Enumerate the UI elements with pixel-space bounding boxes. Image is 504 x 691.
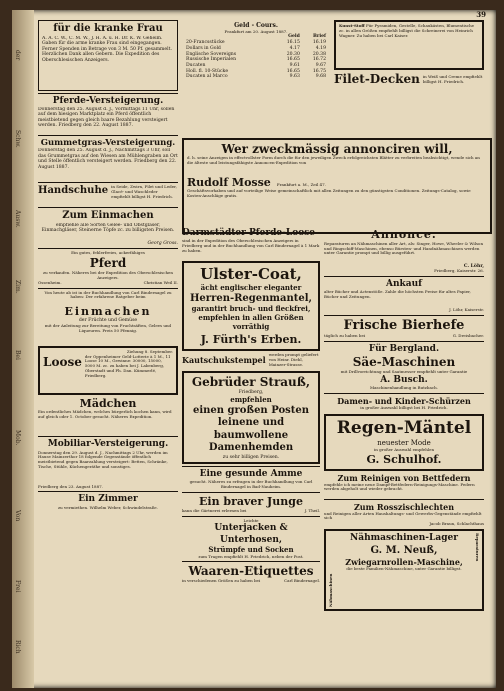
gutter-text: Rich: [14, 640, 21, 654]
ad-title: Pferde-Versteigerung.: [52, 95, 164, 106]
divider: [324, 276, 484, 277]
ad-title: Loose: [43, 354, 82, 369]
exchange-table: [182, 20, 330, 82]
cell: 20.30: [286, 51, 300, 57]
cell: 16.72: [312, 57, 326, 63]
gutter-text: Schw.: [14, 130, 21, 148]
cell: 16.75: [312, 68, 326, 74]
ad-heading: Ziehung 8. September.: [126, 348, 173, 354]
ad-side-text: Reparaturen: [475, 533, 480, 562]
header-cell: Brief: [313, 34, 326, 40]
ad-body: mit Drillvorrichtung und Saatmesser empfiehlt unter Garantie: [340, 369, 468, 375]
ad-body: in großer Auswahl empfehlen: [373, 447, 435, 453]
cell: 9.67: [315, 62, 326, 68]
ad-address: Frankfurt a. M., Zeil 47.: [276, 182, 326, 187]
column-3-lower: [324, 228, 484, 613]
ad-ulster: [182, 261, 320, 351]
ad-footer: Geschäftsvorhaben und auf vorteilige Weise gemeinschaftlich mit allen Zeitungen zu den günstigsten Conditionen. Zeitungs-Catalog, sowie Kosten-Anschläge gratis.: [187, 189, 471, 198]
gutter-text: Bei: [14, 350, 21, 360]
ad-signature: G. Dreisbacher.: [452, 333, 484, 339]
ad-signature: Georg Gross.: [147, 240, 178, 246]
ad-title: Gummetgras-Versteigerung.: [40, 137, 176, 148]
divider: [38, 288, 178, 289]
ad-subtitle: Zwiegarnrollen-Maschine,: [345, 557, 463, 568]
ad-signature: Jacob Braun, Schlachthaus: [429, 520, 484, 526]
ad-title: Mädchen: [79, 396, 137, 410]
ad-title: Ulster-Coat,: [200, 265, 302, 284]
column-1: [38, 18, 178, 510]
ad-signature: C. Löhr,: [463, 263, 484, 269]
ad-body: Damenhemden: [208, 442, 294, 454]
divider: [38, 207, 178, 208]
ad-pretitle: Leichte: [243, 517, 259, 523]
gutter-text: Frei: [14, 580, 21, 593]
ad-regen-maentel: [324, 414, 484, 471]
ad-body: sind in der Expedition des Oberschlesischen Anzeigers in Friedberg und in der Buchhandlung von Carl Bindernagel à 1 Mark zu haben.: [182, 239, 320, 253]
ad-body: garantirt bruch- und fleckfrei, empfehlen in allen Größen vorräthig: [191, 305, 311, 331]
cell: 4.17: [289, 45, 300, 51]
cell: Holl. fl. 10-Stücke: [186, 68, 229, 74]
ad-body: in großer Auswahl billigst bei H. Friedrich.: [360, 405, 448, 411]
ad-title: Filet-Decken: [334, 72, 420, 86]
cell: 9.63: [289, 74, 300, 80]
ad-title: Pferd: [89, 256, 127, 271]
ad-title: Ankauf: [385, 279, 422, 290]
ad-title: Handschuhe: [38, 185, 109, 197]
ad-title: Frische Bierhefe: [343, 318, 465, 334]
ad-body: zu vermiethen. Wilhelm Weber, Schwindelstraße.: [58, 504, 158, 510]
ad-body: zu sehr billigen Preisen.: [222, 454, 280, 460]
ad-text: Für Pyramiden, Gestelle, Schaukästen, Blumentische zc. in allen Größen empfiehlt billigst die Schreinerei von Heinrich Wagner. Zu haben bei Carl Kaiser.: [339, 24, 475, 38]
cell: Dollars in Gold: [186, 45, 221, 51]
cell: Englische Sovereigns: [186, 51, 237, 57]
binding-gutter: [12, 10, 34, 688]
divider: [38, 182, 178, 183]
ad-address: Friedberg, Kaiserstr. 26.: [434, 268, 484, 274]
divider: [324, 315, 484, 316]
ad-body: leinene und baumwollene: [213, 417, 289, 441]
ad-signature: G. Schulhof.: [366, 452, 442, 466]
ad-body: neuester Mode: [377, 439, 431, 448]
divider: [38, 436, 178, 437]
ad-body: [339, 24, 479, 66]
ad-title: Kunst-Stoff: [339, 24, 365, 28]
column-2: [182, 18, 330, 84]
divider: [324, 499, 484, 500]
cell: Ducaten: [186, 62, 206, 68]
ad-title: Ein Zimmer: [78, 494, 138, 505]
ad-title: Unterjacken & Unterhosen,: [214, 523, 288, 545]
ad-body: Donnerstag den 29. August d. J., Nachmittags 2 Uhr, werden im Hause Mainzerthor 18 folgende Gegenstände öffentlich meistbietend gegen Baarzahlung versteigert: Betten, Schränke, Tische, Stühle, Küchengeräthe und sonstiges.: [38, 450, 168, 469]
ad-kranke-frau: [38, 20, 178, 91]
divider: [38, 248, 178, 249]
ad-address: Maschinenhandlung in Butzbach.: [370, 385, 438, 391]
gutter-text: Mob.: [14, 430, 21, 446]
ad-signature: J. Theil.: [304, 507, 320, 513]
ad-body: werden prompt geliefert von Heinr. Diehl, Mainzer-Strasse.: [268, 352, 319, 367]
ad-body: kann die Gärtnerei erlernen bei: [182, 507, 247, 513]
ad-body: d. h. seine Anzeigen in effectvollster Form durch die für den jeweiligen Zweck erfolgreichsten Blätter zu verbreiten beabsichtigt, wende sich an die älteste und leistungsfähigste Annoncen-Expedition von: [187, 156, 480, 165]
divider: [38, 93, 178, 94]
table-date: Frankfurt am 20. August 1887.: [224, 28, 288, 34]
ad-signature: Friedberg den 23. August 1887.: [38, 483, 103, 489]
ad-subtitle: Herren-Regenmantel,: [189, 292, 313, 304]
ad-body: Ein gutes, fehlerfreies, ackerfähiges: [71, 250, 145, 256]
newspaper-page: [12, 10, 496, 688]
ad-title: Zum Rosszischlechten: [353, 501, 455, 512]
ad-body: die beste Familien-Nähmaschine, unter Garantie billigst.: [346, 567, 462, 572]
cell: 9.68: [315, 74, 326, 80]
ad-body: einen großen Posten: [193, 404, 309, 416]
ad-gebr-strauss: [182, 371, 320, 464]
ad-title: Waaren-Etiquettes: [188, 564, 314, 579]
ad-body: A. A. C. W., C. M. W., J. H. A. u. H. Dr. K. W. Geheim. Gaben für die arme kranke Frau sind eingegangen. Ferner Spenden im Betrage von 3 M. 50 Pf. gesammelt. Herzlichen Dank allen Gebern. Die Expedition des Oberschlesischen Anzeigers.: [42, 35, 172, 63]
ad-body: zu verkaufen. Näheres bei der Expedition des Oberschlesischen Anzeigers.: [43, 270, 173, 280]
ad-title: Zum Einmachen: [62, 210, 154, 222]
cell: 9.61: [289, 62, 300, 68]
divider: [182, 516, 320, 517]
page-number: 39: [476, 10, 486, 19]
ad-title: Wer zweckmässig annonciren will,: [221, 142, 453, 156]
ad-place: Ossenheim.: [38, 279, 62, 285]
cell: 16.15: [286, 40, 300, 46]
ad-naehmaschinen: [324, 529, 484, 611]
ad-body: mit der Anleitung zur Bereitung von Fruchtsäften, Gelees und Liqueuren. Preis 50 Pfennig.: [44, 323, 172, 333]
gutter-text: der: [14, 50, 21, 61]
ad-title: Regen-Mäntel: [336, 418, 472, 439]
gutter-text: Zim.: [14, 280, 21, 294]
ad-body: Donnerstag den 25. August d. J., Vormittags 11 Uhr, sollen auf dem hiesigen Marktplatz ein Pferd öffentlich meistbietend gegen gleich baare Bezahlung versteigert werden. Friedberg den 22. August 1887.: [38, 106, 175, 129]
cell: Ducaten al Marco: [186, 74, 228, 80]
cell: 20-Francsstücke: [186, 40, 225, 46]
ad-title: Darmstädter Pferde-Loose: [182, 228, 315, 238]
ad-body: ächt englischer eleganter: [200, 283, 302, 292]
column-2-lower: [182, 228, 320, 584]
ad-signature: J. Fürth's Erben.: [200, 333, 302, 347]
ad-body: und Reinigen aller Arten Haushaltungs- und Gewerbs-Gegenstände empfiehlt sich: [324, 511, 482, 521]
ad-body: Strümpfe und Socken: [208, 544, 294, 554]
rates-table: [185, 34, 327, 80]
divider: [324, 393, 484, 394]
ad-body: Reparaturen an Nähmaschinen aller Art, als: Singer, Howe, Wheeler & Wilson und Ringschiff-Maschinen, ebenso Bürsten- und Handnähmaschinen werden unter Garantie prompt und billig ausgeführt.: [324, 241, 484, 256]
ad-body: Ein ordentliches Mädchen, welches bürgerlich kochen kann, wird auf gleich oder 1. October gesucht. Näheres Expedition.: [38, 410, 172, 420]
ad-company: G. M. Neuß,: [370, 544, 438, 556]
gutter-text: Von: [14, 510, 21, 522]
ad-body: empfehlen: [230, 394, 272, 404]
ad-kunst-stoff: [334, 20, 484, 70]
ad-body: täglich zu haben bei: [324, 333, 366, 339]
ad-body: der Oppenheimer Geld-Lotterie à 1 M., 11 Loose 10 M., Gewinne: 30000, 15000, 5000 M. zc. zu haben bei J. Labenberg, Oberstadt und Ph. Dan. Kümmerlé, Friedberg.: [84, 354, 171, 378]
header-cell: Geld: [288, 34, 300, 40]
cell: Russische Imperialen: [186, 57, 237, 63]
ad-body: gesucht. Näheres zu erfragen in der Buchhandlung von Carl Bindernagel in Bad-Nauheim.: [189, 479, 313, 490]
ad-company: Rudolf Mosse: [187, 176, 271, 189]
table-title: Geld - Cours.: [234, 22, 278, 29]
ad-body: in Seide, Zwirn, Filet und Leder, Glacé- und Waschleder empfiehlt billigst H. Friedrich.: [111, 185, 177, 199]
ad-body: zum Tragen empfiehlt H. Friedrich, neben der Post.: [198, 553, 304, 559]
ad-subtitle: Säe-Maschinen: [352, 355, 456, 370]
ad-subtitle: der Früchte und Gemüse: [78, 318, 138, 324]
ad-signature: Carl Bindernagel.: [284, 578, 320, 584]
ad-side-text: Nähmaschinen: [328, 573, 333, 608]
table-row: [185, 74, 327, 80]
ad-handschuhe: [38, 185, 178, 205]
ad-title: Nähmaschinen-Lager: [350, 533, 458, 544]
ad-title: für die kranke Frau: [53, 23, 163, 34]
ad-title: Eine gesunde Amme: [199, 469, 303, 480]
ad-body: in Weiß und Creme empfiehlt billigst H. Friedrich.: [422, 73, 483, 84]
ad-title: Mobiliar-Versteigerung.: [47, 439, 169, 450]
ad-signature: Christian Weil II.: [143, 279, 178, 285]
ad-title: Kautschukstempel: [182, 355, 266, 366]
ad-title: Ein braver Junge: [199, 494, 303, 508]
column-3: [334, 18, 484, 87]
ad-body: empfehle ich meine neue Dampf-Bettfedern-Reinigungs-Maschine. Federn werden abgeholt und wieder gebracht.: [324, 482, 475, 492]
ad-title: Einmachen: [64, 304, 152, 318]
cell: 16.65: [286, 57, 300, 63]
ad-signature: J. Löhr, Kaiserstr.: [449, 307, 484, 313]
divider: [38, 135, 178, 136]
ad-body: Von heute ab ist in der Buchhandlung von Carl Bindernagel zu haben: Der erfahrene Ratgeber beim: [44, 290, 172, 300]
cell: 4.19: [315, 45, 326, 51]
ad-title: Damen- und Kinder-Schürzen: [337, 396, 471, 407]
divider: [38, 491, 178, 492]
ad-title: Gebrüder Strauß,: [191, 375, 311, 390]
ad-title: Annonce.: [371, 228, 437, 241]
ad-rudolf-mosse: [182, 138, 492, 234]
ad-body: alter Bücher und Actenstöße. Zahle die höchsten Preise für altes Papier, Bücher und Zeitungen.: [324, 290, 471, 300]
ad-place: Friedberg,: [238, 390, 264, 396]
ad-loose: [38, 346, 178, 395]
cell: 20.38: [312, 51, 326, 57]
ad-title: Zum Reinigen von Bettfedern: [337, 472, 471, 483]
cell: 16.19: [312, 40, 326, 46]
ad-signature: A. Busch.: [380, 375, 428, 386]
ad-body: empfiehle alle Sorten Gelée- und Obstgläser, Einmachgläser, Steinerne Töpfe zc. zu billigsten Preisen.: [41, 222, 175, 234]
ad-title: Für Bergland.: [368, 344, 440, 355]
divider: [182, 561, 320, 562]
gutter-text: Ausw.: [14, 210, 21, 228]
ad-body: Donnerstag den 25. August d. J., Nachmittags 3 Uhr, soll das Grummetgras auf den Wiesen am Mühlengraben an Ort und Stelle öffentlich versteigert werden. Friedberg den 22. August 1887.: [38, 148, 178, 170]
divider: [324, 341, 484, 342]
ad-body: in verschiedenen Größen zu haben bei: [182, 578, 261, 584]
cell: 16.65: [286, 68, 300, 74]
divider: [182, 492, 320, 493]
divider: [182, 466, 320, 467]
